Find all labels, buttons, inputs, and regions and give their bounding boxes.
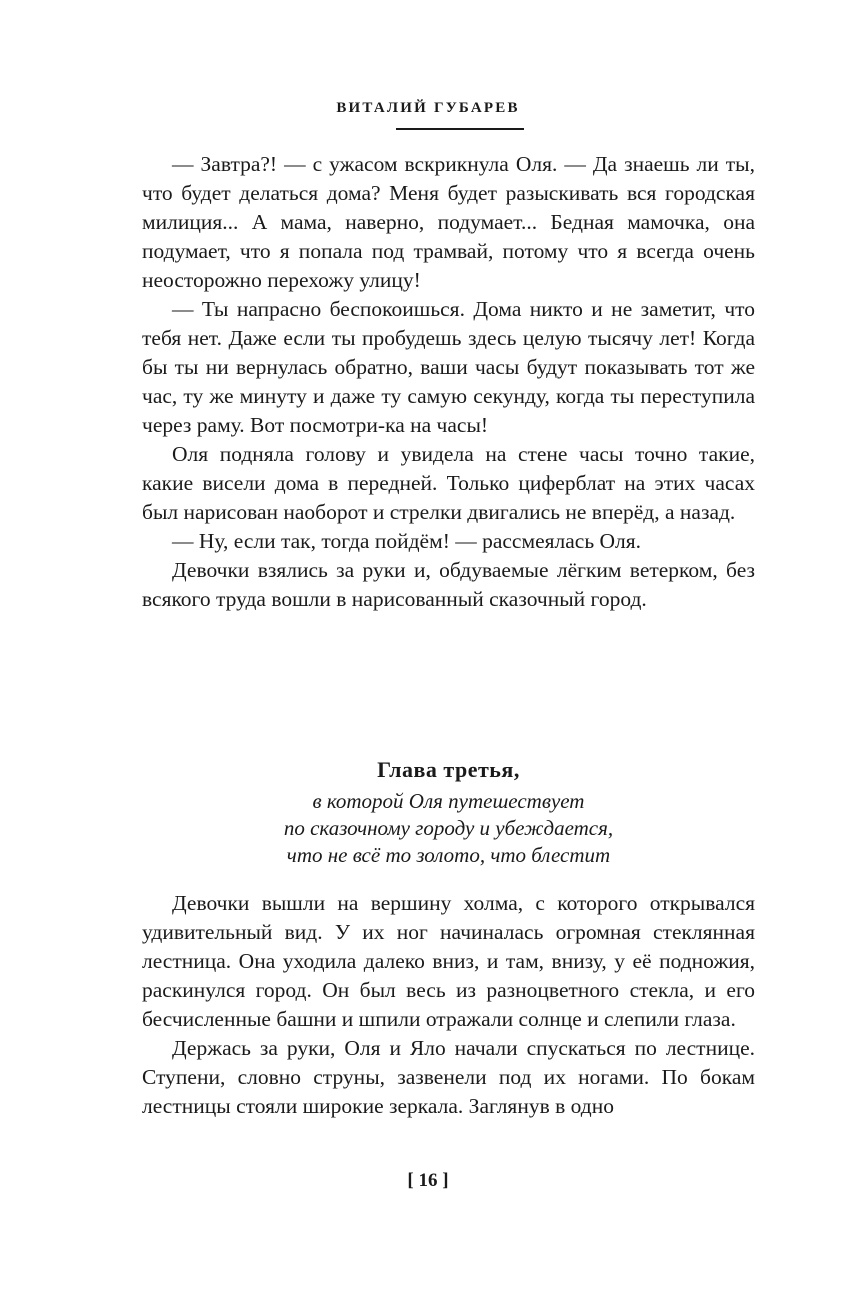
- chapter-title: Глава третья,: [377, 757, 520, 782]
- paragraph: Оля подняла голову и увидела на стене часы точно такие, какие висели дома в передней. Только циферблат на этих часах был нарисован наоборот и стрелки двигались не вперёд, а назад.: [142, 442, 755, 524]
- paragraph: — Ты напрасно беспокоишься. Дома никто и не заметит, что тебя нет. Даже если ты пробудешь здесь целую тысячу лет! Когда бы ты ни вернулась обратно, ваши часы будут показывать тот же час, ту же минуту и даже ту самую секунду, когда ты переступила через раму. Вот посмотри-ка на часы!: [142, 297, 755, 437]
- page-number: [ 16 ]: [407, 1170, 449, 1191]
- paragraph: — Ну, если так, тогда пойдём! — рассмеялась Оля.: [172, 529, 642, 553]
- chapter-subtitle-line: в которой Оля путешествует: [312, 789, 585, 813]
- chapter-subtitle: [142, 788, 755, 869]
- body-text-bottom: [142, 889, 755, 1121]
- body-text-top: [142, 150, 755, 614]
- paragraph: Девочки взялись за руки и, обдуваемые лёгким ветерком, без всякого труда вошли в нарисованный сказочный город.: [142, 558, 755, 611]
- running-head: ВИТАЛИЙ ГУБАРЕВ: [336, 100, 520, 116]
- running-head-rule: [396, 128, 524, 130]
- chapter-subtitle-line: что не всё то золото, что блестит: [286, 843, 611, 867]
- paragraph: Держась за руки, Оля и Яло начали спускаться по лестнице. Ступени, словно струны, зазвенели под их ногами. По бокам лестницы стояли широкие зеркала. Заглянув в одно: [142, 1036, 755, 1118]
- paragraph: — Завтра?! — с ужасом вскрикнула Оля. — Да знаешь ли ты, что будет делаться дома? Меня будет разыскивать вся городская милиция... А мама, наверно, подумает... Бедная мамочка, она подумает, что я попала под трамвай, потому что я всегда очень неосторожно перехожу улицу!: [142, 152, 755, 292]
- paragraph: Девочки вышли на вершину холма, с которого открывался удивительный вид. У их ног начиналась огромная стеклянная лестница. Она уходила далеко вниз, и там, внизу, у её подножия, раскинулся город. Он был весь из разноцветного стекла, и его бесчисленные башни и шпили отражали солнце и слепили глаза.: [142, 891, 755, 1031]
- chapter-subtitle-line: по сказочному городу и убеждается,: [283, 816, 614, 840]
